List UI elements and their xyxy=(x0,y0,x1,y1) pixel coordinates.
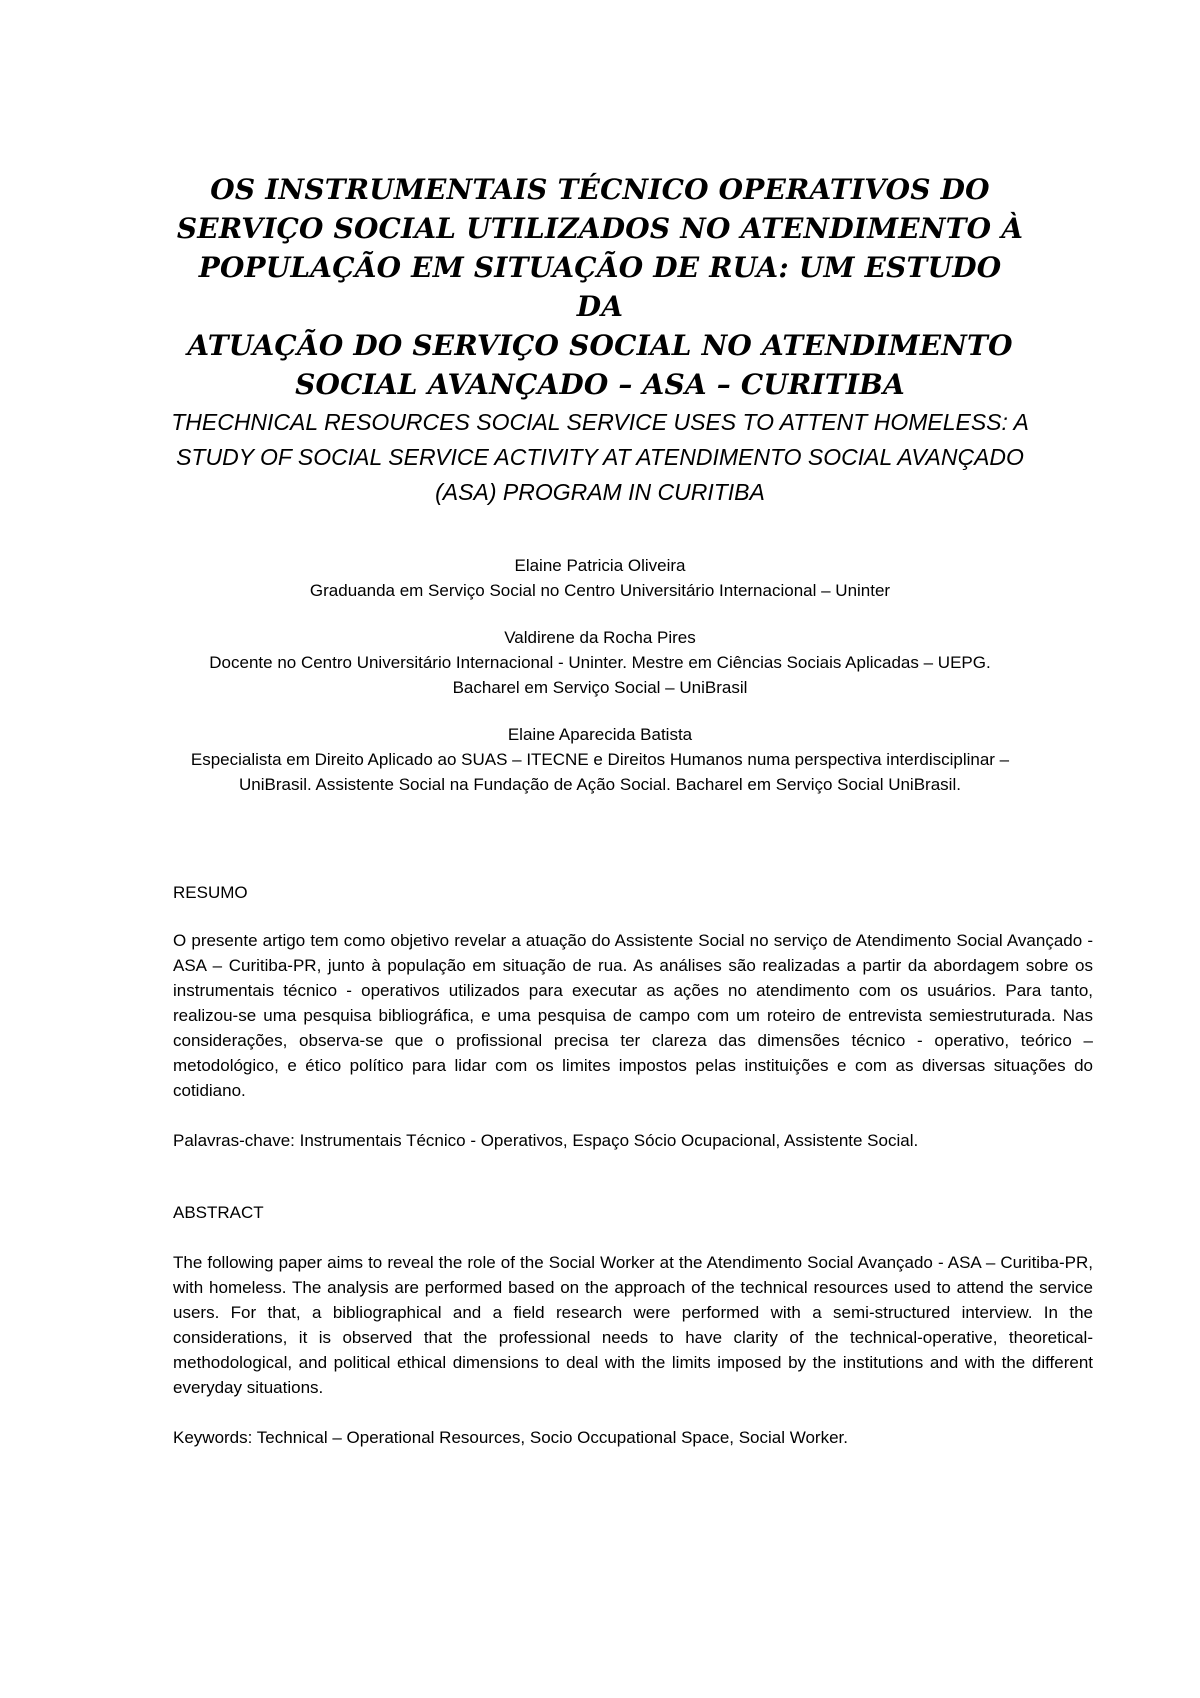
author-entry xyxy=(160,625,1040,700)
title-line: POPULAÇÃO EM SITUAÇÃO DE RUA: UM ESTUDO DA xyxy=(198,251,1002,323)
title-line: OS INSTRUMENTAIS TÉCNICO OPERATIVOS DO xyxy=(210,173,990,206)
paper-title xyxy=(175,170,1025,404)
subtitle-line: STUDY OF SOCIAL SERVICE ACTIVITY AT ATENDIMENTO SOCIAL AVANÇADO xyxy=(176,444,1024,470)
english-title xyxy=(170,405,1030,510)
resumo-keywords-block xyxy=(173,1128,1093,1153)
palavras-chave: Palavras-chave: Instrumentais Técnico - Operativos, Espaço Sócio Ocupacional, Assistente Social. xyxy=(173,1131,919,1150)
author-affiliation: Especialista em Direito Aplicado ao SUAS – ITECNE e Direitos Humanos numa perspectiva interdisciplinar – xyxy=(190,750,1010,769)
keywords: Keywords: Technical – Operational Resources, Socio Occupational Space, Social Worker. xyxy=(173,1428,848,1447)
abstract-heading-block xyxy=(173,1200,1093,1225)
abstract-body-block xyxy=(173,1250,1093,1400)
subtitle-line: (ASA) PROGRAM IN CURITIBA xyxy=(435,479,765,505)
author-entry xyxy=(160,553,1040,603)
title-line: SOCIAL AVANÇADO – ASA – CURITIBA xyxy=(295,368,905,401)
subtitle-line: THECHNICAL RESOURCES SOCIAL SERVICE USES TO ATTENT HOMELESS: A xyxy=(171,409,1029,435)
resumo-body-block xyxy=(173,928,1093,1103)
abstract-keywords-block xyxy=(173,1425,1093,1450)
author-name: Valdirene da Rocha Pires xyxy=(504,628,696,647)
author-affiliation: Bacharel em Serviço Social – UniBrasil xyxy=(452,678,748,697)
author-affiliation: Docente no Centro Universitário Internacional - Uninter. Mestre em Ciências Sociais Aplicadas – UEPG. xyxy=(209,653,991,672)
abstract-heading: ABSTRACT xyxy=(173,1203,264,1222)
author-name: Elaine Patricia Oliveira xyxy=(514,556,686,575)
resumo-paragraph: O presente artigo tem como objetivo revelar a atuação do Assistente Social no serviço de Atendimento Social Avançado - ASA – Curitiba-PR, junto à população em situação de rua. As análises são realizadas a partir da abordagem sobre os instrumentais técnico - operativos utilizados para executar as ações no atendimento com os usuários. Para tanto, realizou-se uma pesquisa bibliográfica, e uma pesquisa de campo com um roteiro de entrevista semiestruturada. Nas considerações, observa-se que o profissional precisa ter clareza das dimensões técnico - operativo, teórico – metodológico, e ético político para lidar com os limites impostos pelas instituições e com as diversas situações do cotidiano. xyxy=(173,931,1093,1100)
author-block xyxy=(160,553,1040,819)
author-name: Elaine Aparecida Batista xyxy=(507,725,693,744)
abstract-paragraph: The following paper aims to reveal the role of the Social Worker at the Atendimento Social Avançado - ASA – Curitiba-PR, with homeless. The analysis are performed based on the approach of the technical resources used to attend the service users. For that, a bibliographical and a field research were performed with a semi-structured interview. In the considerations, it is observed that the professional needs to have clarity of the technical-operative, theoretical-methodological, and political ethical dimensions to deal with the limits imposed by the institutions and with the different everyday situations. xyxy=(173,1253,1093,1397)
author-affiliation: UniBrasil. Assistente Social na Fundação de Ação Social. Bacharel em Serviço Social UniBrasil. xyxy=(239,775,961,794)
author-affiliation: Graduanda em Serviço Social no Centro Universitário Internacional – Uninter xyxy=(309,581,891,600)
resumo-heading-block xyxy=(173,880,1093,905)
author-entry xyxy=(160,722,1040,797)
title-line: SERVIÇO SOCIAL UTILIZADOS NO ATENDIMENTO À xyxy=(176,212,1024,245)
title-line: ATUAÇÃO DO SERVIÇO SOCIAL NO ATENDIMENTO xyxy=(187,329,1013,362)
resumo-heading: RESUMO xyxy=(173,883,248,902)
